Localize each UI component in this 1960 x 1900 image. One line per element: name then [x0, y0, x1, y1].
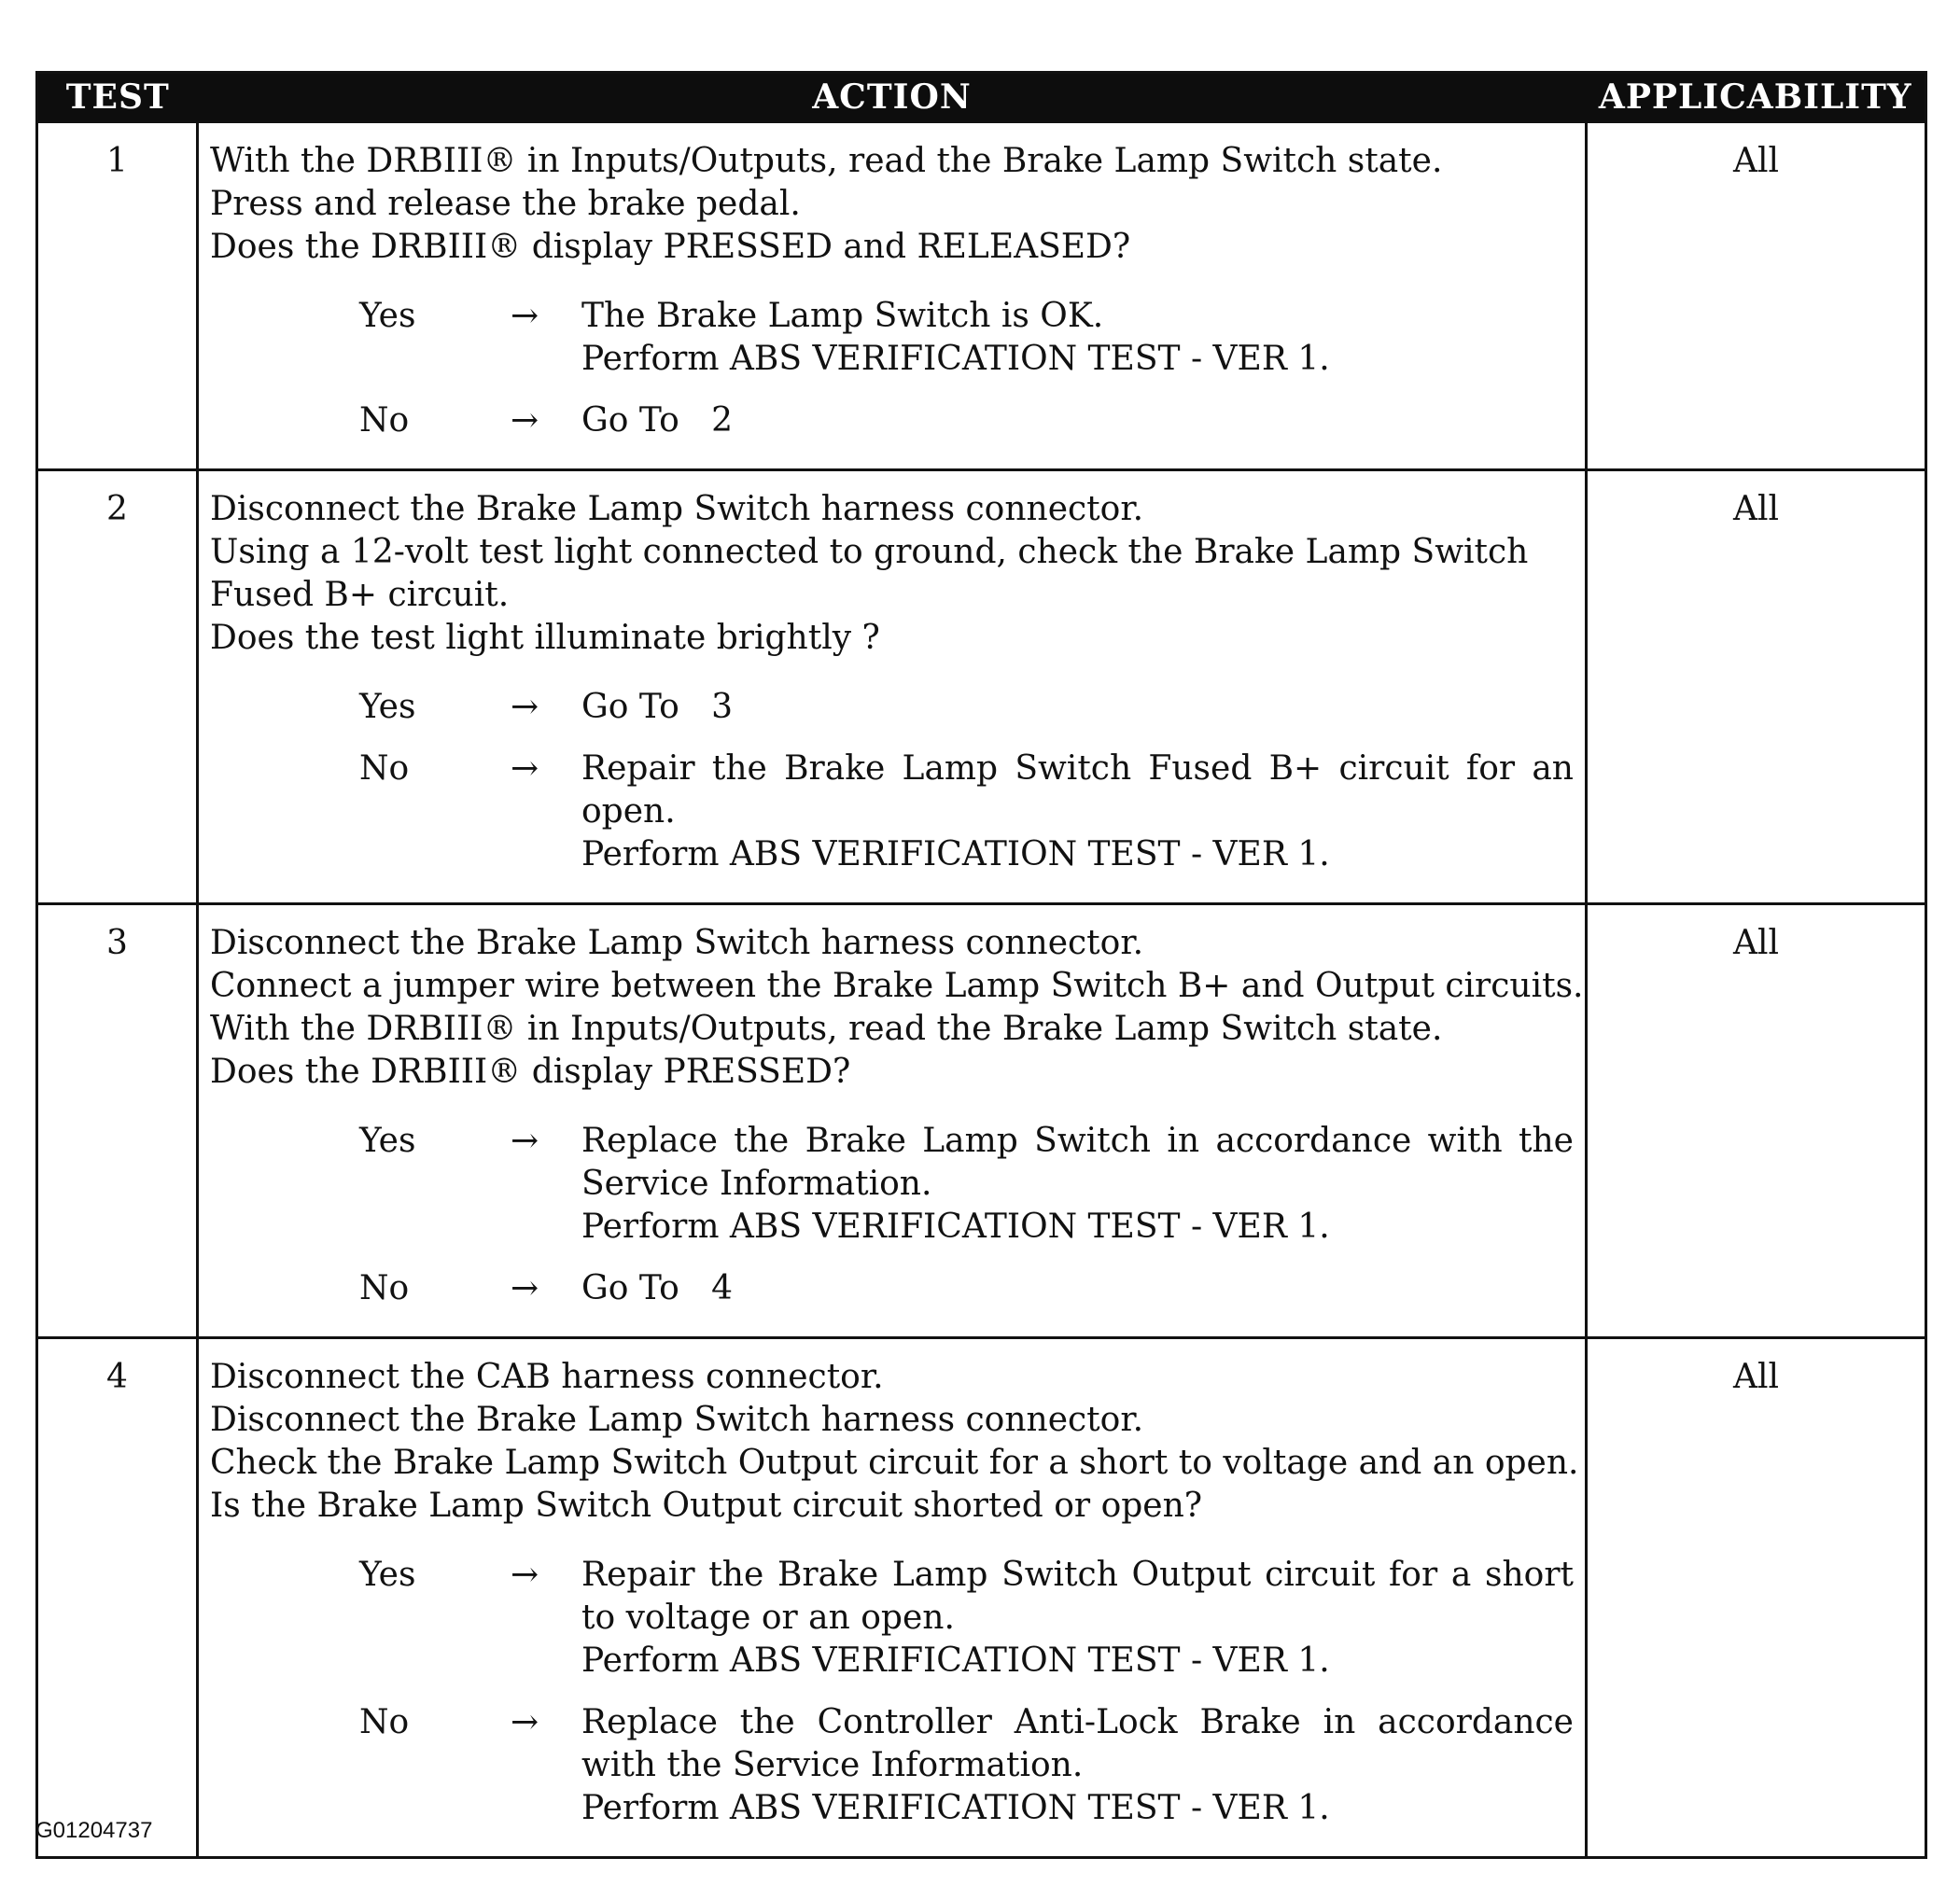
yes-result — [581, 686, 1574, 729]
action-step: Does the test light illuminate brightly ? — [210, 619, 880, 657]
arrow-icon: → — [511, 401, 539, 440]
yes-outcome — [210, 1554, 1574, 1683]
action-step: Disconnect the Brake Lamp Switch harness connector. — [210, 924, 1144, 962]
result-line: Go To 4 — [581, 1269, 733, 1307]
no-result — [581, 1267, 1574, 1310]
action-step: With the DRBIII® in Inputs/Outputs, read the Brake Lamp Switch state. — [210, 1010, 1443, 1048]
result-line: Replace the Controller Anti-Lock Brake in accordance with the Service Information. — [581, 1703, 1574, 1784]
result-line: Go To 2 — [581, 401, 733, 440]
header-action: ACTION — [198, 73, 1587, 122]
no-outcome — [210, 399, 1574, 442]
yes-label: Yes — [359, 688, 416, 726]
yes-result — [581, 1120, 1574, 1249]
yes-outcome — [210, 295, 1574, 381]
applicability-value: All — [1587, 122, 1926, 470]
no-result — [581, 1701, 1574, 1830]
result-line: Go To 3 — [581, 688, 733, 726]
result-line: Perform ABS VERIFICATION TEST - VER 1. — [581, 1208, 1330, 1246]
test-number: 1 — [37, 122, 198, 470]
applicability-value: All — [1587, 470, 1926, 904]
action-cell — [198, 904, 1587, 1338]
applicability-value: All — [1587, 904, 1926, 1338]
arrow-icon: → — [511, 688, 539, 726]
arrow-icon: → — [511, 1703, 539, 1741]
arrow-icon: → — [511, 1269, 539, 1307]
table-row — [37, 1338, 1926, 1858]
yes-outcome — [210, 1120, 1574, 1249]
action-step: Disconnect the Brake Lamp Switch harness connector. — [210, 490, 1144, 528]
no-outcome — [210, 1701, 1574, 1830]
table-row — [37, 470, 1926, 904]
test-number: 3 — [37, 904, 198, 1338]
action-step: With the DRBIII® in Inputs/Outputs, read the Brake Lamp Switch state. — [210, 142, 1443, 180]
yes-outcome — [210, 686, 1574, 729]
action-step: Disconnect the CAB harness connector. — [210, 1358, 884, 1396]
result-line: The Brake Lamp Switch is OK. — [581, 297, 1104, 335]
header-applicability: APPLICABILITY — [1587, 73, 1926, 122]
action-step: Does the DRBIII® display PRESSED and RELEASED? — [210, 228, 1131, 266]
header-test: TEST — [37, 73, 198, 122]
result-line: Perform ABS VERIFICATION TEST - VER 1. — [581, 340, 1330, 378]
test-number: 2 — [37, 470, 198, 904]
yes-result — [581, 1554, 1574, 1683]
test-number: 4 — [37, 1338, 198, 1858]
result-line: Repair the Brake Lamp Switch Fused B+ circuit for an open. — [581, 749, 1574, 831]
action-cell — [198, 122, 1587, 470]
table-row — [37, 904, 1926, 1338]
result-line: Perform ABS VERIFICATION TEST - VER 1. — [581, 1789, 1330, 1827]
action-step: Disconnect the Brake Lamp Switch harness connector. — [210, 1401, 1144, 1439]
action-step: Does the DRBIII® display PRESSED? — [210, 1053, 851, 1091]
action-cell — [198, 1338, 1587, 1858]
no-label: No — [359, 749, 410, 788]
arrow-icon: → — [511, 749, 539, 788]
action-cell — [198, 470, 1587, 904]
action-step: Using a 12-volt test light connected to ground, check the Brake Lamp Switch Fused B+ circuit. — [210, 533, 1529, 614]
arrow-icon: → — [511, 1122, 539, 1160]
yes-result — [581, 295, 1574, 381]
no-label: No — [359, 1703, 410, 1741]
applicability-value: All — [1587, 1338, 1926, 1858]
no-label: No — [359, 401, 410, 440]
action-step: Check the Brake Lamp Switch Output circuit for a short to voltage and an open. — [210, 1444, 1579, 1482]
result-line: Repair the Brake Lamp Switch Output circuit for a short to voltage or an open. — [581, 1556, 1574, 1637]
arrow-icon: → — [511, 297, 539, 335]
action-step: Is the Brake Lamp Switch Output circuit shorted or open? — [210, 1487, 1203, 1525]
yes-label: Yes — [359, 1122, 416, 1160]
yes-label: Yes — [359, 1556, 416, 1594]
no-outcome — [210, 1267, 1574, 1310]
yes-label: Yes — [359, 297, 416, 335]
table-row — [37, 122, 1926, 470]
diagnostic-test-table — [35, 71, 1927, 1859]
no-outcome — [210, 747, 1574, 876]
table-header-row — [37, 73, 1926, 122]
figure-id: G01204737 — [35, 1818, 153, 1843]
no-result — [581, 399, 1574, 442]
result-line: Perform ABS VERIFICATION TEST - VER 1. — [581, 1642, 1330, 1680]
result-line: Replace the Brake Lamp Switch in accordance with the Service Information. — [581, 1122, 1574, 1203]
action-step: Press and release the brake pedal. — [210, 185, 801, 223]
no-label: No — [359, 1269, 410, 1307]
no-result — [581, 747, 1574, 876]
result-line: Perform ABS VERIFICATION TEST - VER 1. — [581, 835, 1330, 873]
action-step: Connect a jumper wire between the Brake Lamp Switch B+ and Output circuits. — [210, 967, 1584, 1005]
arrow-icon: → — [511, 1556, 539, 1594]
